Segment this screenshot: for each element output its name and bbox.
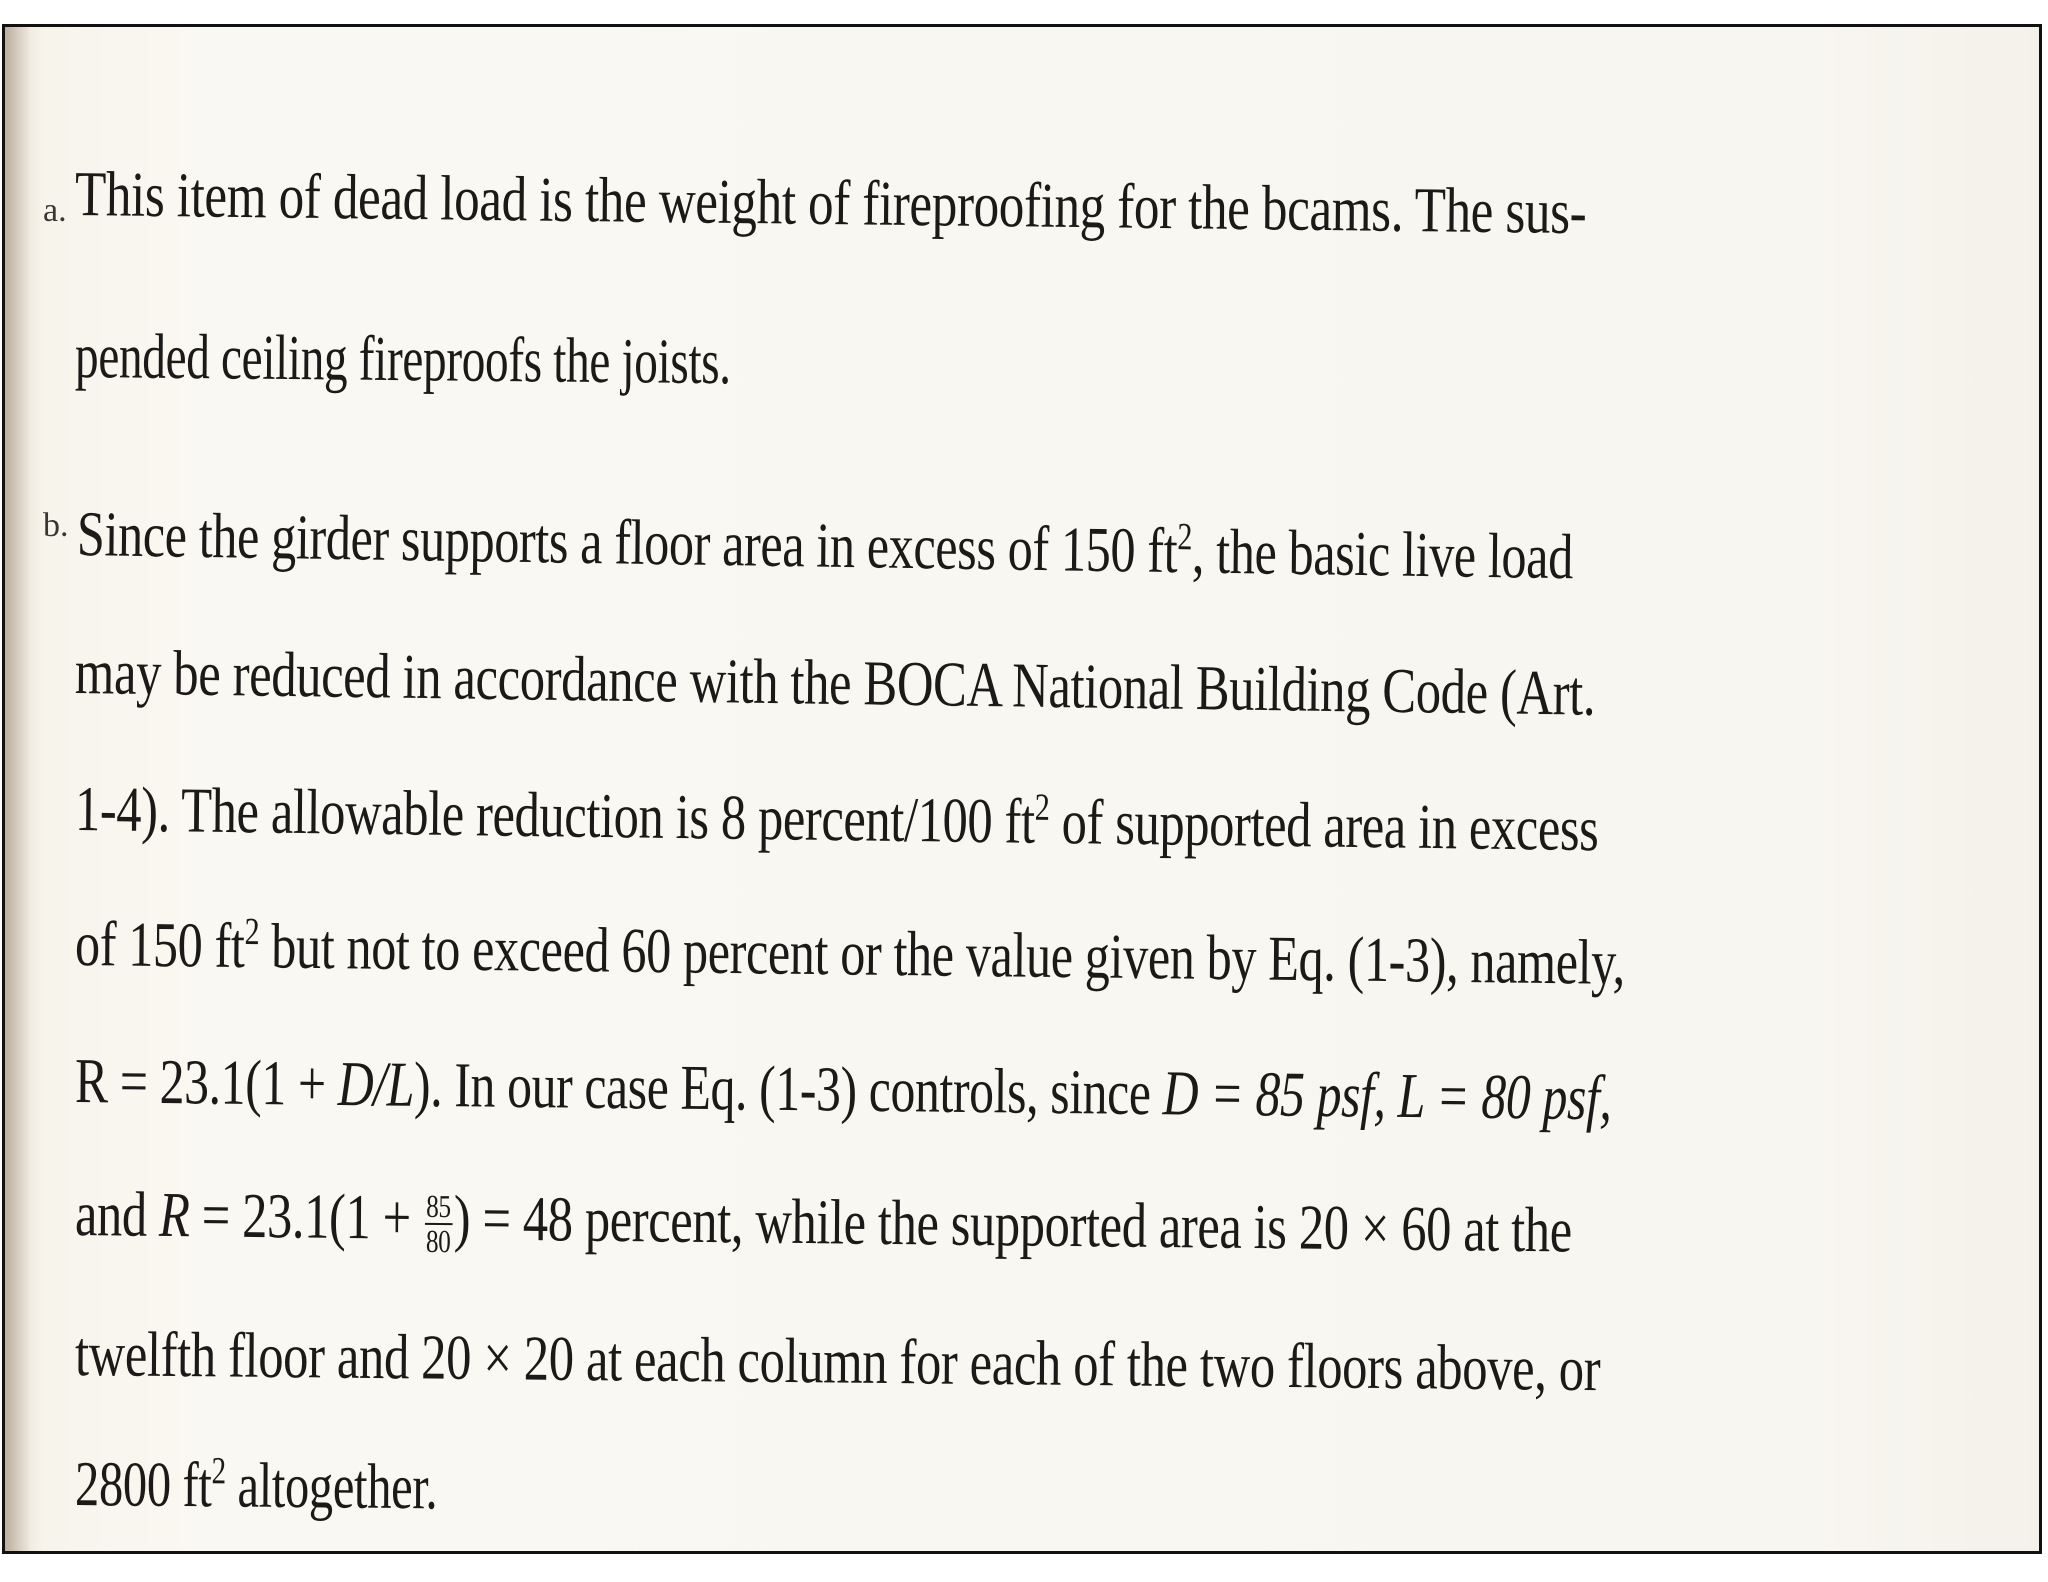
text-run: ) = 48 percent, while the supported area is 20 × 60 at the xyxy=(453,1182,1573,1266)
text-run: 2800 ft xyxy=(74,1448,212,1521)
variable-r: R xyxy=(158,1178,190,1251)
superscript-exponent: 2 xyxy=(1034,786,1050,829)
equation-d: D = 85 psf, xyxy=(1162,1057,1398,1131)
text-run: of 150 ft xyxy=(74,908,245,982)
ratio-d-over-l: D/L xyxy=(337,1047,415,1120)
footnote-b-line-7: twelfth floor and 20 × 20 at each column for each of the two floors above, or xyxy=(74,1318,1601,1405)
equation-r: R = 23.1(1 + xyxy=(74,1045,338,1119)
footnote-b-line-2: may be reduced in accordance with the BOCA National Building Code (Art. xyxy=(74,636,1596,729)
fraction-85-over-80 xyxy=(424,1187,452,1260)
superscript-exponent: 2 xyxy=(244,911,260,954)
text-run: 1-4). The allowable reduction is 8 percent/100 ft xyxy=(74,773,1035,857)
superscript-exponent: 2 xyxy=(211,1450,226,1493)
footnote-a-line-1: This item of dead load is the weight of fireproofing for the bcams. The sus- xyxy=(74,158,1587,248)
fraction-numerator: 85 xyxy=(426,1187,451,1224)
footnote-b-line-8 xyxy=(75,1447,438,1524)
text-run: = 23.1(1 + xyxy=(189,1179,424,1253)
footnote-b-line-4 xyxy=(75,907,1625,1000)
footnote-b-line-1 xyxy=(77,497,1574,594)
text-run: Since the girder supports a floor area in excess of 150 ft xyxy=(76,498,1178,587)
footnote-b-line-6 xyxy=(75,1177,1572,1271)
footnote-b-marker: b. xyxy=(43,507,69,544)
footnote-a-marker: a. xyxy=(43,192,67,229)
text-run: and xyxy=(74,1178,160,1250)
binding-gutter-shadow xyxy=(5,27,31,1551)
footnote-b-line-5 xyxy=(75,1044,1612,1135)
equation-l: L = 80 psf, xyxy=(1397,1059,1612,1134)
text-run: of supported area in excess xyxy=(1049,785,1599,865)
text-run: ). In our case Eq. (1-3) controls, since xyxy=(413,1048,1163,1129)
text-run: , the basic live load xyxy=(1191,515,1574,593)
footnote-b-line-3 xyxy=(75,772,1599,866)
text-run: altogether. xyxy=(225,1449,438,1523)
fraction-denominator: 80 xyxy=(425,1223,451,1260)
scanned-page xyxy=(2,24,2042,1554)
text-run: but not to exceed 60 percent or the value given by Eq. (1-3), namely, xyxy=(258,910,1626,998)
footnote-a-line-2: pended ceiling fireproofs the joists. xyxy=(74,320,731,398)
superscript-exponent: 2 xyxy=(1177,516,1193,559)
